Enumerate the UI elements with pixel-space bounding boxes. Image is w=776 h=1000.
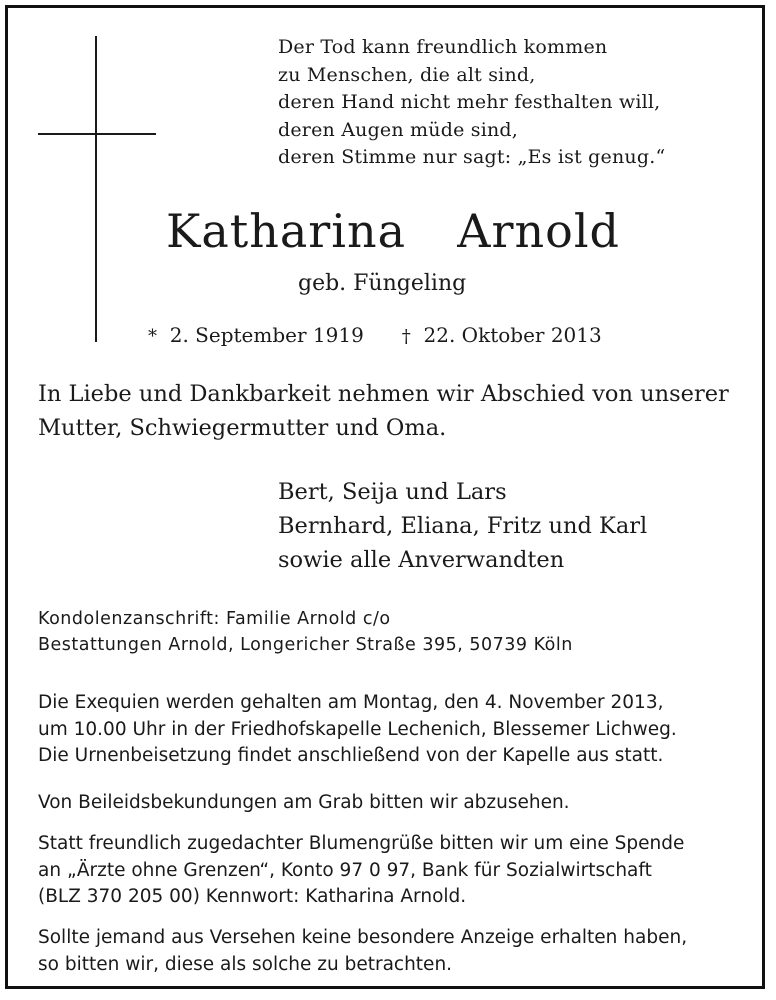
text-line: so bitten wir, diese als solche zu betrachten.: [38, 953, 453, 975]
text-line: Sollte jemand aus Versehen keine besondere Anzeige erhalten haben,: [38, 927, 688, 948]
life-dates: [148, 322, 602, 350]
condolence-request: [38, 790, 570, 817]
cross-icon-vertical: [95, 36, 97, 342]
text-line: Die Urnenbeisetzung findet anschließend von der Kapelle aus statt.: [38, 745, 664, 766]
death-cross-icon: †: [401, 326, 411, 347]
farewell-text: In Liebe und Dankbarkeit nehmen wir Abschied von unserer Mutter, Schwiegermutter und Oma.: [38, 381, 729, 441]
birth-date: 2. September 1919: [169, 323, 364, 347]
birth-star-icon: *: [148, 326, 157, 347]
text-line: Statt freundlich zugedachter Blumengrüße bitten wir um eine Spende: [38, 833, 685, 854]
mourners: [278, 475, 647, 577]
text-line: (BLZ 370 205 00) Kennwort: Katharina Arnold.: [38, 886, 467, 907]
deceased-name: Katharina Arnold: [165, 204, 620, 258]
poem-line: deren Augen müde sind,: [278, 118, 519, 141]
text-line: um 10.00 Uhr in der Friedhofskapelle Lechenich, Blessemer Lichweg.: [38, 718, 677, 740]
poem-line: Der Tod kann freundlich kommen: [278, 36, 608, 58]
mourner-line: sowie alle Anverwandten: [278, 547, 565, 573]
poem-line: deren Hand nicht mehr festhalten will,: [278, 91, 661, 113]
death-date: 22. Oktober 2013: [423, 323, 602, 347]
donation-info: [38, 831, 684, 911]
condolence-address: [38, 606, 573, 658]
poem-line: deren Stimme nur sagt: „Es ist genug.“: [278, 146, 666, 168]
closing-note: [38, 925, 687, 978]
text-line: Die Exequien werden gehalten am Montag, den 4. November 2013,: [38, 692, 664, 713]
poem-line: zu Menschen, die alt sind,: [278, 63, 536, 86]
text-line: an „Ärzte ohne Grenzen“, Konto 97 0 97, Bank für Sozialwirtschaft: [38, 859, 652, 881]
text-line: Von Beileidsbekundungen am Grab bitten wir abzusehen.: [38, 792, 570, 813]
cross-icon-horizontal: [38, 133, 156, 135]
service-info: [38, 690, 677, 770]
maiden-name: geb. Füngeling: [298, 271, 467, 296]
condolence-line: Kondolenzanschrift: Familie Arnold c/o: [38, 609, 391, 629]
mourner-line: Bernhard, Eliana, Fritz und Karl: [278, 513, 648, 539]
mourner-line: Bert, Seija und Lars: [278, 479, 507, 505]
condolence-line: Bestattungen Arnold, Longericher Straße 395, 50739 Köln: [38, 635, 573, 655]
poem: [278, 34, 665, 172]
obituary-notice: [5, 5, 765, 989]
